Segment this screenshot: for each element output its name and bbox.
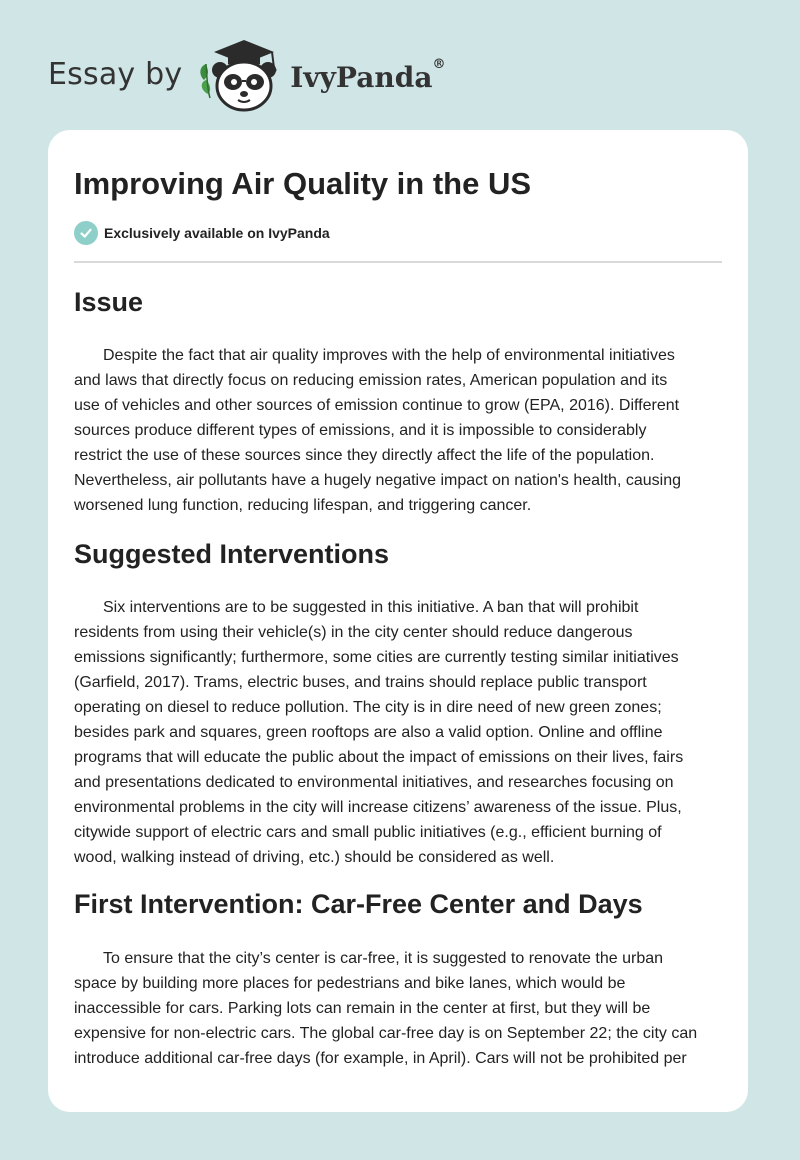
paragraph-line: environmental problems in the city will increase citizens’ awareness of the issue. Plus, <box>74 799 682 816</box>
paragraph-line: expensive for non-electric cars. The global car-free day is on September 22; the city can <box>74 1025 698 1042</box>
paragraph-line: programs that will educate the public about the impact of emissions on their lives, fairs <box>74 749 684 766</box>
paragraph-line: use of vehicles and other sources of emission continue to grow (EPA, 2016). Different <box>74 397 680 414</box>
page-title: Improving Air Quality in the US <box>74 166 532 201</box>
paragraph-line: (Garfield, 2017). Trams, electric buses, and trains should replace public transport <box>74 674 647 691</box>
section-paragraph-suggested-interventions <box>74 595 722 870</box>
registered-mark: ® <box>432 56 446 72</box>
paragraph-line: wood, walking instead of driving, etc.) should be considered as well. <box>74 849 555 866</box>
section-paragraph-issue <box>74 343 722 518</box>
paragraph-line: residents from using their vehicle(s) in the city center should reduce dangerous <box>74 624 633 641</box>
paragraph-line: operating on diesel to reduce pollution. The city is in dire need of new green zones; <box>74 699 662 716</box>
section-heading-first-intervention: First Intervention: Car-Free Center and Days <box>74 889 643 919</box>
section-heading-suggested-interventions: Suggested Interventions <box>74 539 390 569</box>
exclusive-badge <box>74 221 330 245</box>
section-heading-issue: Issue <box>74 287 144 317</box>
brand-name-text: IvyPanda <box>290 60 433 94</box>
section-paragraph-first-intervention <box>74 946 722 1071</box>
paragraph-line: Six interventions are to be suggested in this initiative. A ban that will prohibit <box>103 599 639 616</box>
panda-graduate-icon[interactable] <box>194 34 288 114</box>
paragraph-line: To ensure that the city’s center is car-free, it is suggested to renovate the urban <box>103 950 664 967</box>
essay-by-label: Essay by <box>48 56 183 92</box>
paragraph-line: inaccessible for cars. Parking lots can remain in the center at first, but they will be <box>74 1000 651 1017</box>
paragraph-line: Despite the fact that air quality improves with the help of environmental initiatives <box>103 347 675 364</box>
paragraph-line: restrict the use of these sources since they directly affect the life of the population. <box>74 447 655 464</box>
paragraph-line: and laws that directly focus on reducing emission rates, American population and its <box>74 372 668 389</box>
exclusive-label: Exclusively available on IvyPanda <box>104 225 330 241</box>
essay-card <box>48 130 748 1112</box>
paragraph-line: besides park and squares, green rooftops are also a valid option. Online and offline <box>74 724 663 741</box>
paragraph-line: space by building more places for pedestrians and bike lanes, which would be <box>74 975 626 992</box>
site-header <box>48 34 445 114</box>
paragraph-line: citywide support of electric cars and small public initiatives (e.g., efficient burning of <box>74 824 662 841</box>
brand-name[interactable] <box>290 56 446 94</box>
paragraph-line: introduce additional car-free days (for example, in April). Cars will not be prohibited per <box>74 1050 687 1067</box>
check-icon <box>74 221 98 245</box>
paragraph-line: emissions significantly; furthermore, some cities are currently testing similar initiatives <box>74 649 679 666</box>
paragraph-line: and presentations dedicated to environmental initiatives, and researches focusing on <box>74 774 674 791</box>
title-divider <box>74 261 722 263</box>
paragraph-line: worsened lung function, reducing lifespan, and triggering cancer. <box>74 497 532 514</box>
paragraph-line: sources produce different types of emissions, and it is impossible to considerably <box>74 422 647 439</box>
paragraph-line: Nevertheless, air pollutants have a hugely negative impact on nation's health, causing <box>74 472 681 489</box>
